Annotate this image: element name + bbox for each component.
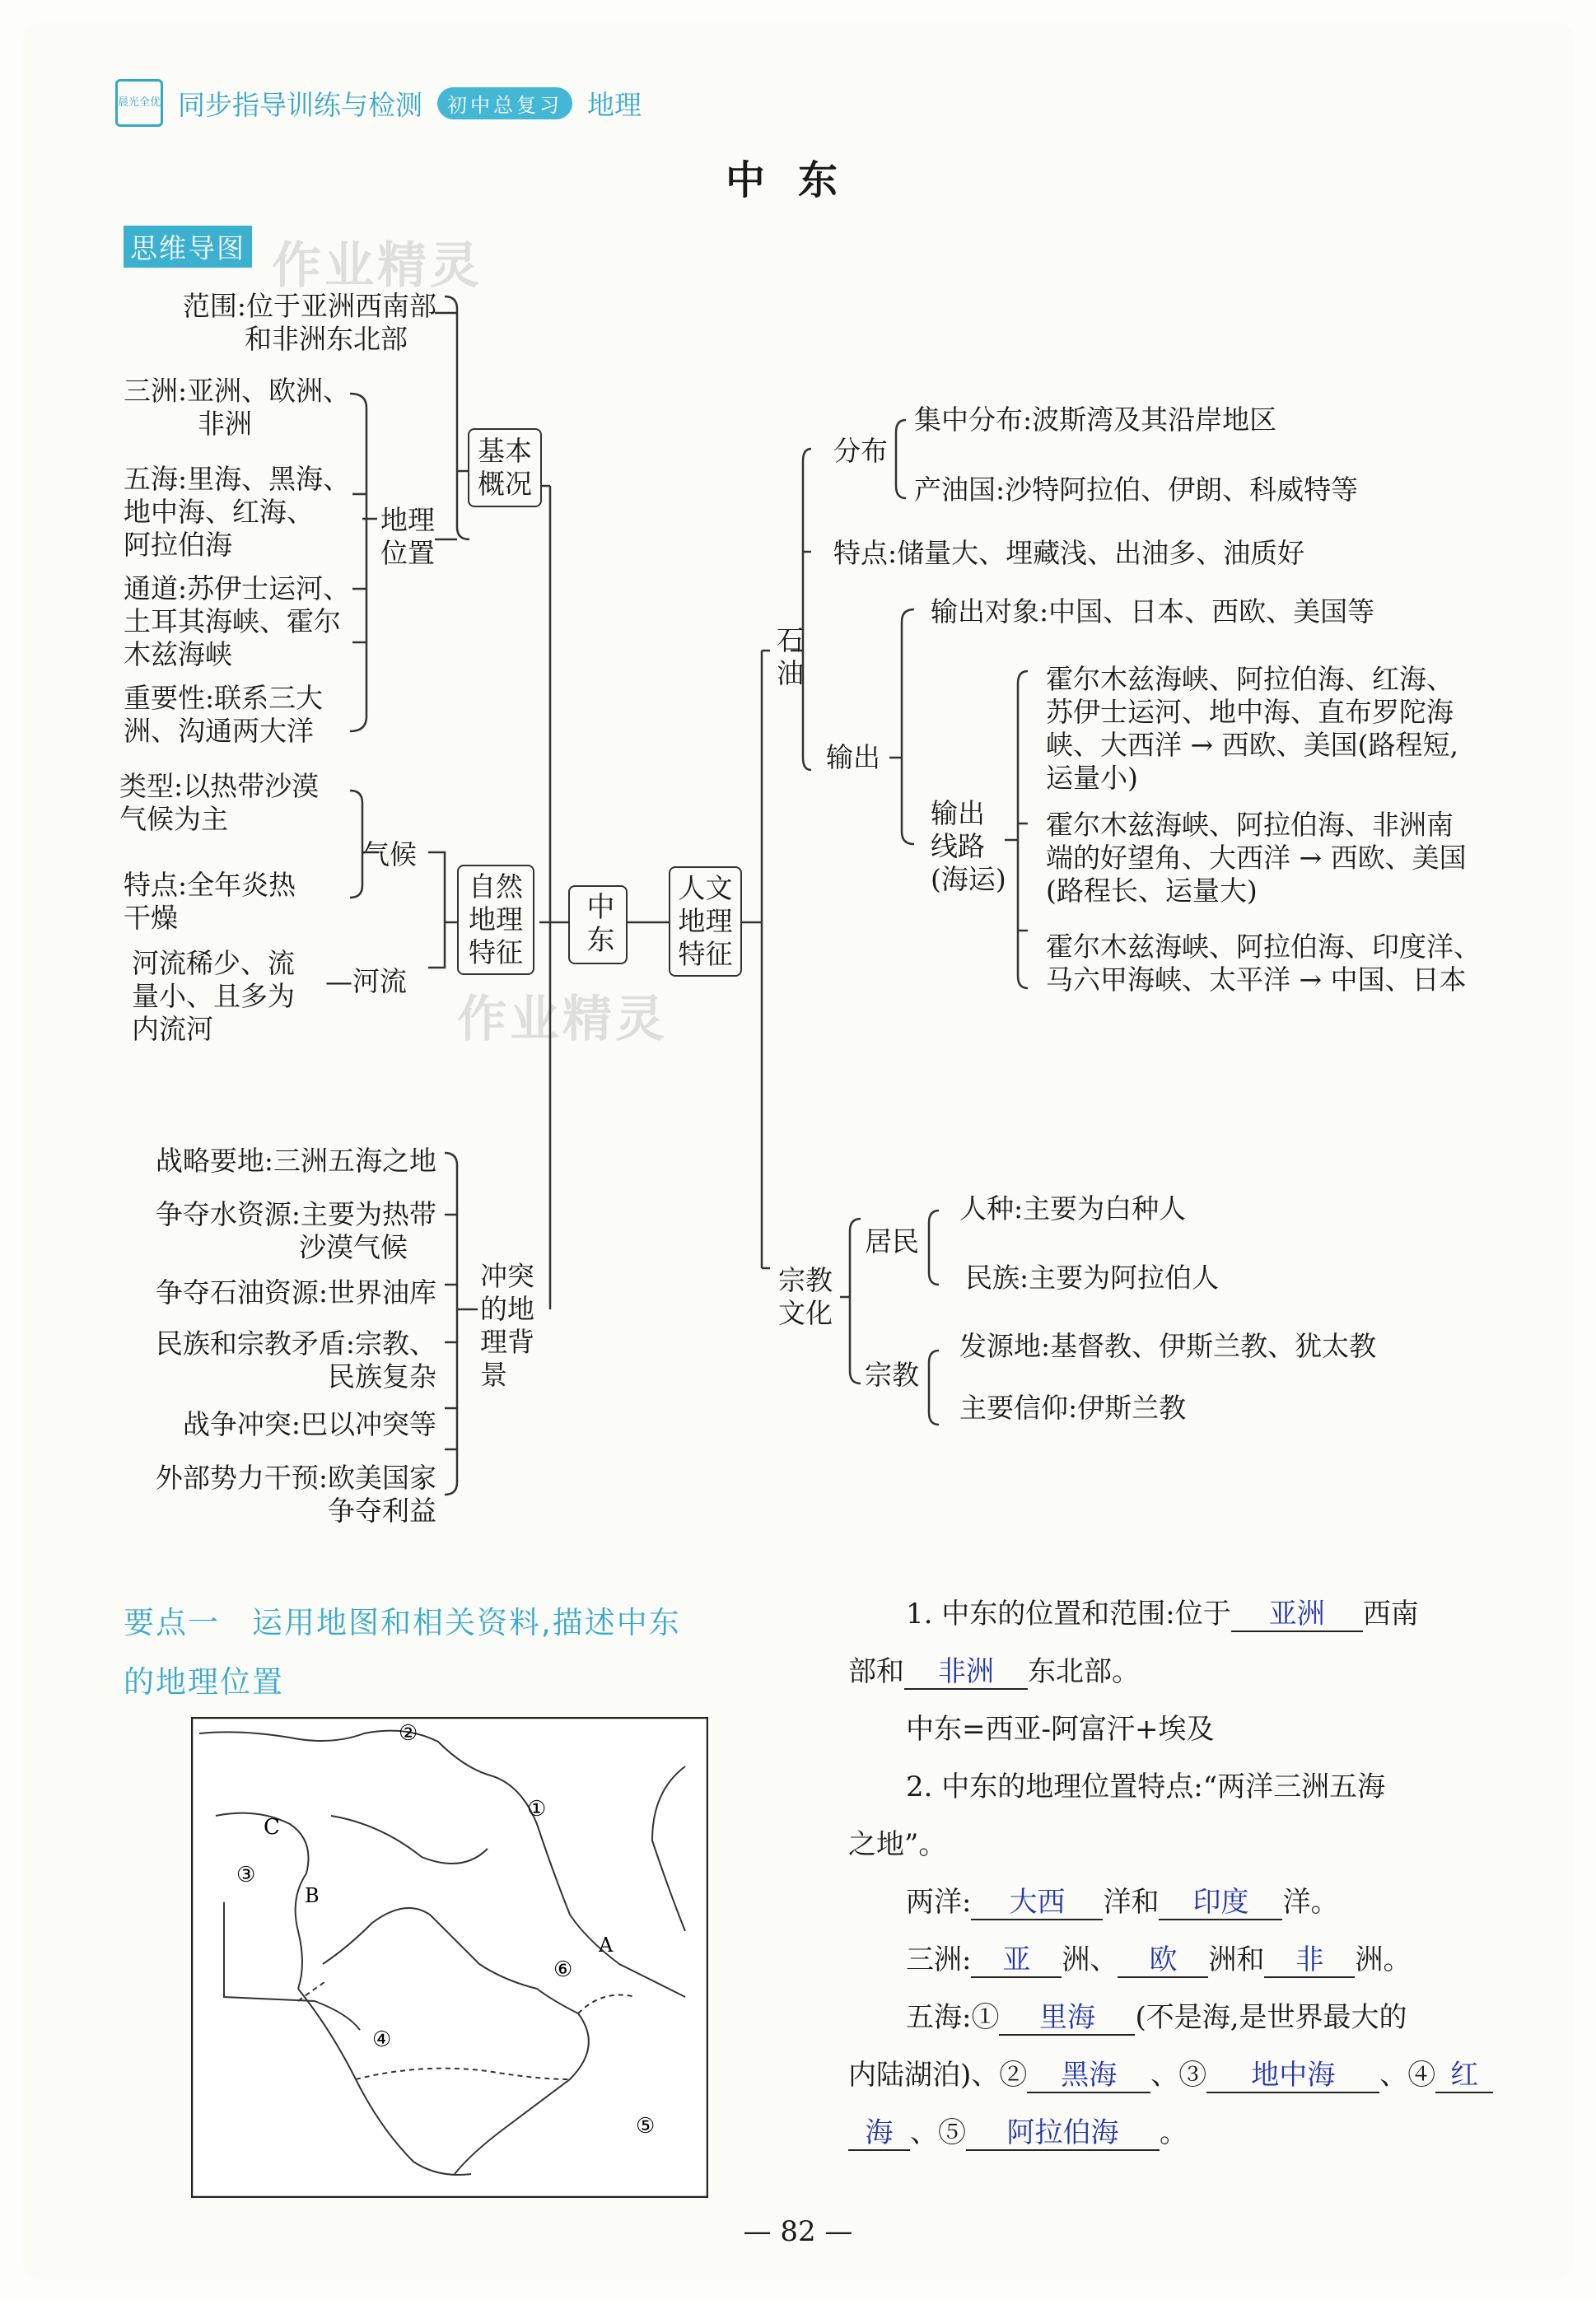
answer-blank[interactable]: 地中海 <box>1206 2059 1379 2093</box>
publisher-logo: 晨光全优 <box>115 79 163 127</box>
watermark: 作业精灵 <box>457 991 668 1048</box>
series-title: 同步指导训练与检测 <box>178 88 422 121</box>
answer-blank[interactable]: 大西 <box>971 1886 1103 1920</box>
export-routes-label <box>931 797 1006 896</box>
map-label: C <box>264 1815 280 1840</box>
answer-blank[interactable]: 海 <box>848 2116 910 2151</box>
formula-text: 中东=西亚-阿富汗+埃及 <box>906 1713 1215 1746</box>
q-text: 、⑤ <box>910 2116 966 2149</box>
conflict-background-label <box>480 1260 534 1392</box>
basic-overview-node <box>468 428 542 507</box>
five-seas-text: 地中海、红海、 <box>124 496 314 528</box>
five-seas-line3 <box>848 2116 1188 2151</box>
oil-label: 油 <box>777 657 804 689</box>
q-text: 、③ <box>1150 2059 1207 2092</box>
q-text: 东北部。 <box>1028 1655 1140 1688</box>
q-text: 内陆湖泊)、② <box>848 2059 1028 2092</box>
route-2 <box>1046 809 1467 907</box>
answer-blank[interactable]: 非洲 <box>904 1655 1028 1690</box>
conflict-item: 争夺利益 <box>328 1495 436 1527</box>
q-text: 。 <box>1160 2116 1188 2149</box>
residents-label: 居民 <box>865 1225 919 1257</box>
watermark: 作业精灵 <box>272 237 483 295</box>
importance-text: 重要性:联系三大 <box>124 682 324 714</box>
q-text: 两洋: <box>906 1886 972 1919</box>
answer-blank[interactable]: 非 <box>1264 1943 1355 1978</box>
five-seas-text: 阿拉伯海 <box>124 529 232 561</box>
range-text: 和非洲东北部 <box>245 323 408 355</box>
natural-geography-node <box>457 865 534 975</box>
passage-text: 通道:苏伊士运河、 <box>124 572 351 604</box>
main-belief: 主要信仰:伊斯兰教 <box>959 1392 1187 1424</box>
map-label: A <box>599 1934 614 1957</box>
importance-text: 洲、沟通两大洋 <box>124 715 314 747</box>
q-text: 五海:① <box>906 2001 1000 2034</box>
q-text: 洋和 <box>1103 1886 1160 1919</box>
ethnic-text: 民族:主要为阿拉伯人 <box>965 1262 1220 1294</box>
geo-position-label: 位置 <box>380 537 435 569</box>
map-label: ③ <box>236 1863 256 1887</box>
q-text: 洲。 <box>1355 1943 1412 1976</box>
review-badge: 初中总复习 <box>437 87 572 119</box>
climate-feature-text: 特点:全年炎热 <box>124 869 296 901</box>
node-label: 特征 <box>469 936 523 968</box>
religion-label: 宗教 <box>865 1359 919 1391</box>
range-text: 范围:位于亚洲西南部 <box>182 290 436 322</box>
climate-label: 气候 <box>362 838 417 870</box>
node-label: 文化 <box>778 1297 833 1329</box>
map-label: ④ <box>372 2027 392 2052</box>
route-line: 霍尔木兹海峡、阿拉伯海、红海、 <box>1046 663 1454 695</box>
q-text: 洲、 <box>1062 1943 1118 1976</box>
three-continents <box>906 1943 1411 1978</box>
export-label: 输出 <box>826 741 880 773</box>
conflict-item: 外部势力干预:欧美国家 <box>155 1462 436 1494</box>
node-label: 的地 <box>480 1293 534 1325</box>
race-text: 人种:主要为白种人 <box>959 1192 1187 1225</box>
river-text: 量小、且多为 <box>132 980 295 1012</box>
node-label: 线路 <box>931 830 985 862</box>
map-label: ⑤ <box>636 2114 656 2139</box>
climate-feature-text: 干燥 <box>124 902 178 934</box>
five-seas-line2 <box>848 2059 1493 2093</box>
question-2-line2: 之地”。 <box>848 1828 947 1861</box>
conflict-item: 沙漠气候 <box>299 1231 408 1263</box>
q-text: 1. 中东的位置和范围:位于 <box>906 1598 1231 1631</box>
subject-label: 地理 <box>587 88 642 121</box>
q-text: 、④ <box>1379 2059 1436 2092</box>
node-label: 概况 <box>478 468 532 500</box>
node-label: 中东 <box>581 892 614 958</box>
answer-blank[interactable]: 红 <box>1435 2059 1493 2093</box>
three-continents-text: 三洲:亚洲、欧洲、 <box>124 375 351 407</box>
river-text: 内流河 <box>132 1013 213 1045</box>
religion-origin: 发源地:基督教、伊斯兰教、犹太教 <box>959 1330 1377 1362</box>
page-number: — 82 — <box>743 2215 853 2248</box>
key-point-heading: 的地理位置 <box>124 1664 284 1700</box>
oil-features: 特点:储量大、埋藏浅、出油多、油质好 <box>833 537 1305 569</box>
q-text: 部和 <box>848 1655 904 1688</box>
q-text: 西南 <box>1362 1598 1419 1631</box>
route-line: 运量小) <box>1046 762 1138 794</box>
distribution-label: 分布 <box>833 435 888 467</box>
q-text: 三洲: <box>906 1943 972 1976</box>
question-1-line2 <box>848 1655 1140 1690</box>
conflict-item: 民族复杂 <box>328 1360 436 1393</box>
conflict-item: 战略要地:三洲五海之地 <box>155 1145 436 1177</box>
route-line: 霍尔木兹海峡、阿拉伯海、印度洋、 <box>1046 931 1481 963</box>
religion-culture-label <box>778 1264 833 1330</box>
node-label: 地理 <box>469 903 523 935</box>
map-label: ① <box>527 1797 547 1822</box>
node-label: 地理 <box>678 905 733 937</box>
map-label: B <box>305 1884 320 1907</box>
route-line: 峡、大西洋 → 西欧、美国(路程短, <box>1046 729 1458 761</box>
answer-blank[interactable]: 亚 <box>971 1943 1062 1978</box>
two-oceans <box>906 1886 1338 1920</box>
route-line: 端的好望角、大西洋 → 西欧、美国 <box>1046 842 1467 874</box>
passage-text: 土耳其海峡、霍尔 <box>124 605 341 637</box>
node-label: 宗教 <box>778 1264 833 1296</box>
five-seas-text: 五海:里海、黑海、 <box>124 463 351 495</box>
center-node-middle-east <box>568 885 628 964</box>
q-text: 洲和 <box>1208 1943 1265 1976</box>
route-1 <box>1046 663 1458 795</box>
node-label: 理背 <box>480 1326 534 1358</box>
key-point-heading: 要点一 运用地图和相关资料,描述中东 <box>124 1605 681 1640</box>
question-1 <box>906 1598 1419 1632</box>
export-targets: 输出对象:中国、日本、西欧、美国等 <box>931 595 1375 627</box>
river-text: 河流稀少、流 <box>132 947 295 979</box>
five-seas-line1 <box>906 2001 1407 2036</box>
climate-type-text: 气候为主 <box>119 803 228 835</box>
distribution-concentrated: 集中分布:波斯湾及其沿岸地区 <box>914 404 1277 436</box>
geo-position-label: 地理 <box>380 504 435 536</box>
node-label: 人文 <box>678 872 733 904</box>
climate-type-text: 类型:以热带沙漠 <box>119 770 320 802</box>
node-label: 基本 <box>478 435 532 467</box>
oil-producers: 产油国:沙特阿拉伯、伊朗、科威特等 <box>914 474 1359 506</box>
route-line: 马六甲海峡、太平洋 → 中国、日本 <box>1046 963 1467 996</box>
middle-east-map <box>191 1717 708 2198</box>
map-label: ⑥ <box>553 1957 573 1982</box>
node-label: 自然 <box>469 870 523 903</box>
answer-blank[interactable]: 里海 <box>999 2001 1135 2036</box>
conflict-item: 战争冲突:巴以冲突等 <box>182 1408 436 1440</box>
answer-blank[interactable]: 印度 <box>1159 1886 1282 1920</box>
node-label: 冲突 <box>480 1260 534 1292</box>
route-line: 苏伊士运河、地中海、直布罗陀海 <box>1046 696 1454 728</box>
conflict-item: 争夺石油资源:世界油库 <box>155 1276 436 1309</box>
human-geography-node <box>669 866 742 977</box>
map-label: ② <box>399 1721 418 1746</box>
route-line: 霍尔木兹海峡、阿拉伯海、非洲南 <box>1046 809 1454 841</box>
q-text: 洋。 <box>1282 1886 1339 1919</box>
passage-text: 木兹海峡 <box>124 638 232 670</box>
node-label: 特征 <box>678 938 733 970</box>
mindmap-tag: 思维导图 <box>124 226 252 268</box>
answer-blank[interactable]: 黑海 <box>1027 2059 1150 2093</box>
answer-blank[interactable]: 阿拉伯海 <box>966 2116 1160 2151</box>
node-label: (海运) <box>931 863 1006 895</box>
node-label: 输出 <box>931 797 985 829</box>
node-label: 景 <box>480 1359 507 1391</box>
conflict-item: 民族和宗教矛盾:宗教、 <box>155 1327 436 1360</box>
route-3 <box>1046 931 1481 996</box>
three-continents-text: 非洲 <box>198 408 252 440</box>
answer-blank[interactable]: 欧 <box>1118 1943 1208 1978</box>
page-title: 中东 <box>725 157 870 203</box>
page-number-value: 82 <box>780 2215 816 2248</box>
conflict-item: 争夺水资源:主要为热带 <box>155 1198 436 1230</box>
route-line: (路程长、运量大) <box>1046 875 1258 907</box>
q-text: (不是海,是世界最大的 <box>1135 2001 1407 2034</box>
oil-label: 石 <box>777 624 804 656</box>
river-label: —河流 <box>325 965 407 997</box>
question-2: 2. 中东的地理位置特点:“两洋三洲五海 <box>906 1770 1386 1803</box>
answer-blank[interactable]: 亚洲 <box>1231 1598 1363 1632</box>
